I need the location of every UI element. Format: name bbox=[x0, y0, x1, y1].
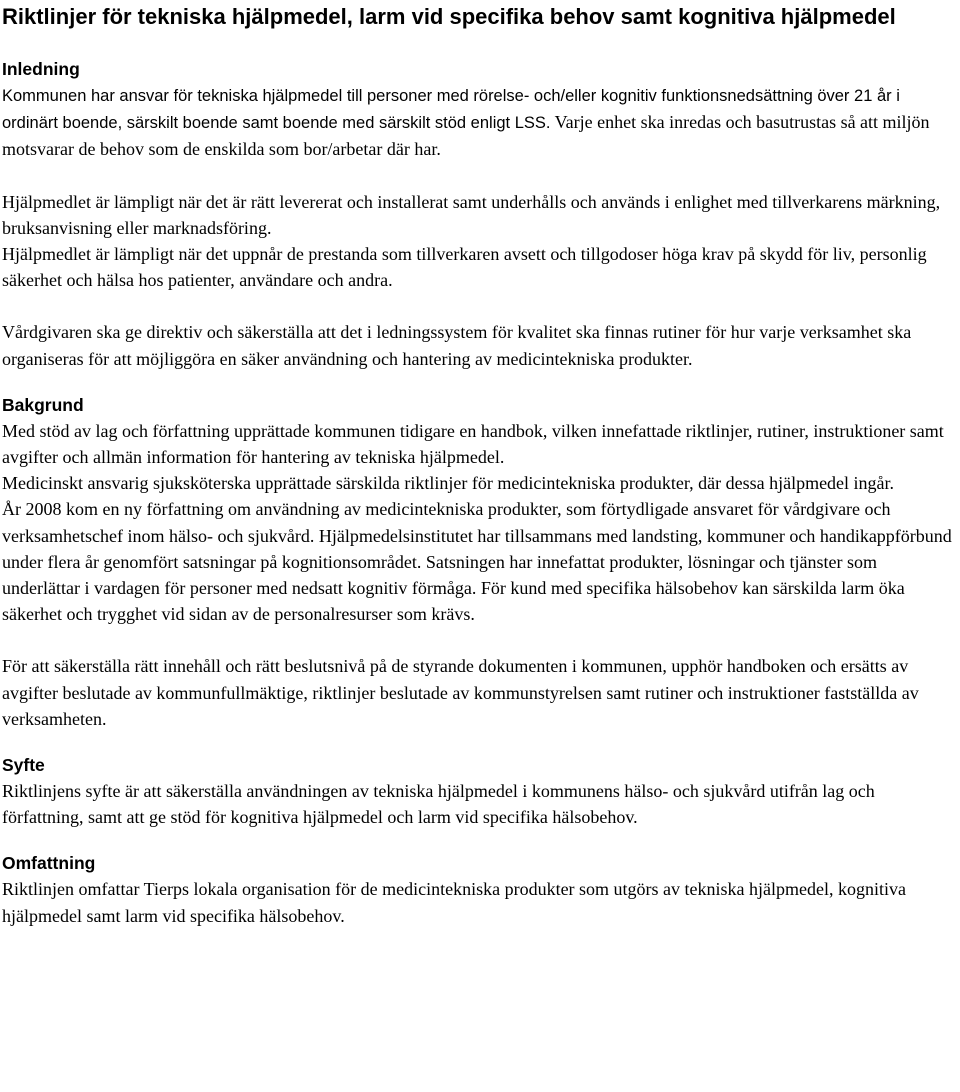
spacer bbox=[2, 830, 958, 850]
paragraph: År 2008 kom en ny författning om användning av medicintekniska produkter, som förtydligade ansvaret för vårdgivare och verksamhetschef inom hälso- och sjukvård. Hjälpmedelsinstitutet har tillsammans med landsting, kommuner och handikappförbund under flera år genomfört satsningar på kognitionsområdet. Satsningen har innefattat produkter, lösningar och tjänster som underlättar i vardagen för personer med nedsatt kognitiv förmåga. För kund med specifika hälsobehov kan särskilda larm öka säkerhet och trygghet vid sidan av de personalresurser som krävs. bbox=[2, 499, 952, 625]
paragraph: Vårdgivaren ska ge direktiv och säkerställa att det i ledningssystem för kvalitet ska finnas rutiner för hur varje verksamhet ska organiseras för att möjliggöra en säker användning och hantering av medicintekniska produkter. bbox=[2, 322, 912, 369]
section-omfattning bbox=[2, 850, 958, 928]
spacer bbox=[2, 732, 958, 752]
section-bakgrund bbox=[2, 392, 958, 732]
spacer bbox=[2, 372, 958, 392]
paragraph: Hjälpmedlet är lämpligt när det uppnår de prestanda som tillverkaren avsett och tillgodoser höga krav på skydd för liv, personlig säkerhet och hälsa hos patienter, användare och andra. bbox=[2, 244, 927, 291]
paragraph-serif-text: Varje enhet ska inredas och basutrustas så att miljön motsvarar de behov som de enskilda som bor/arbetar där har. bbox=[2, 112, 930, 160]
paragraph-sans-text: Kommunen har ansvar för tekniska hjälpmedel till personer med rörelse- och/eller kognitiv funktionsnedsättning över 21 år i ordinärt boende, särskilt boende samt boende med särskilt stöd enligt LSS. bbox=[2, 87, 900, 133]
paragraph: Hjälpmedlet är lämpligt när det är rätt levererat och installerat samt underhålls och används i enlighet med tillverkarens märkning, bruksanvisning eller marknadsföring. bbox=[2, 191, 941, 238]
spacer bbox=[2, 627, 958, 653]
paragraph bbox=[2, 82, 958, 163]
document-title: Riktlinjer för tekniska hjälpmedel, larm vid specifika behov samt kognitiva hjälpmedel bbox=[2, 4, 896, 29]
spacer bbox=[2, 163, 958, 189]
section-inledning bbox=[2, 56, 958, 372]
paragraph: För att säkerställa rätt innehåll och rätt beslutsnivå på de styrande dokumenten i kommunen, upphör handboken och ersätts av avgifter beslutade av kommunfullmäktige, riktlinjer beslutade av kommunstyrelsen samt rutiner och instruktioner fastställda av verksamheten. bbox=[2, 656, 919, 729]
section-heading-bakgrund: Bakgrund bbox=[2, 394, 84, 415]
spacer bbox=[2, 293, 958, 319]
document-page bbox=[0, 2, 960, 929]
paragraph: Medicinskt ansvarig sjuksköterska upprättade särskilda riktlinjer för medicintekniska produkter, där dessa hjälpmedel ingår. bbox=[2, 473, 895, 494]
section-heading-inledning: Inledning bbox=[2, 59, 80, 79]
paragraph: Riktlinjens syfte är att säkerställa användningen av tekniska hjälpmedel i kommunens hälso- och sjukvård utifrån lag och författning, samt att ge stöd för kognitiva hjälpmedel och larm vid specifika hälsobehov. bbox=[2, 781, 875, 828]
section-syfte bbox=[2, 752, 958, 830]
paragraph: Riktlinjen omfattar Tierps lokala organisation för de medicintekniska produkter som utgörs av tekniska hjälpmedel, kognitiva hjälpmedel samt larm vid specifika hälsobehov. bbox=[2, 879, 906, 926]
section-heading-omfattning: Omfattning bbox=[2, 853, 96, 874]
paragraph: Med stöd av lag och författning upprättade kommunen tidigare en handbok, vilken innefattade riktlinjer, rutiner, instruktioner samt avgifter och allmän information för hantering av tekniska hjälpmedel. bbox=[2, 420, 944, 468]
section-heading-syfte: Syfte bbox=[2, 755, 45, 776]
